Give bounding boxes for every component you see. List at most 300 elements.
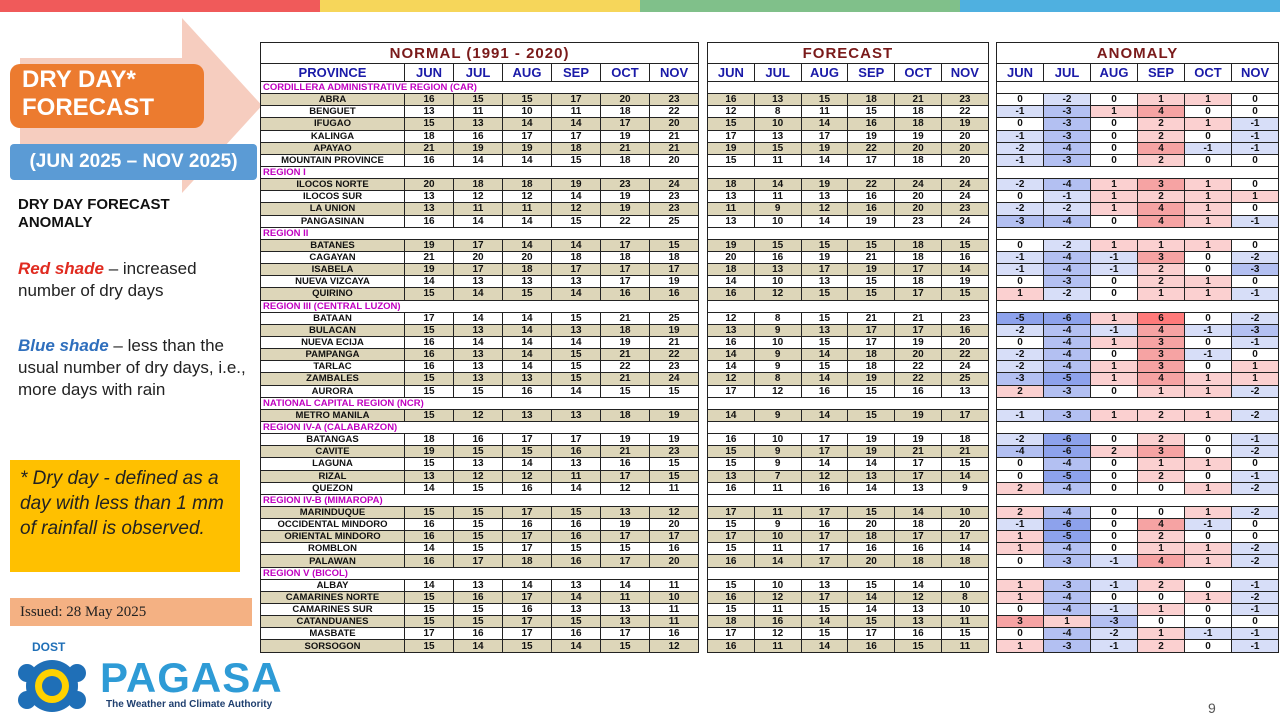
normal-value: 14 <box>405 482 454 494</box>
region-label: REGION III (CENTRAL LUZON) <box>261 300 699 312</box>
normal-value: 15 <box>454 385 503 397</box>
anomaly-value: -3 <box>997 215 1044 227</box>
forecast-month-header: JUN <box>708 64 755 82</box>
region-spacer <box>997 82 1279 94</box>
anomaly-value: 0 <box>1091 506 1138 518</box>
province-name: RIZAL <box>261 470 405 482</box>
anomaly-value: -4 <box>1044 506 1091 518</box>
anomaly-value: -2 <box>1232 312 1279 324</box>
anomaly-value: 0 <box>1091 276 1138 288</box>
forecast-value: 13 <box>941 385 988 397</box>
normal-value: 14 <box>552 482 601 494</box>
anomaly-value: 0 <box>997 118 1044 130</box>
normal-value: 16 <box>503 604 552 616</box>
normal-value: 16 <box>601 288 650 300</box>
anomaly-value: 1 <box>1185 506 1232 518</box>
province-name: OCCIDENTAL MINDORO <box>261 519 405 531</box>
forecast-value: 12 <box>801 203 848 215</box>
forecast-value: 17 <box>708 130 755 142</box>
forecast-value: 9 <box>754 361 801 373</box>
anomaly-month-header: JUN <box>997 64 1044 82</box>
legend-red-text: – increased number of dry days <box>18 259 197 300</box>
anomaly-value: 0 <box>1091 215 1138 227</box>
normal-value: 11 <box>650 616 699 628</box>
normal-value: 18 <box>503 179 552 191</box>
normal-value: 15 <box>405 385 454 397</box>
normal-value: 14 <box>405 276 454 288</box>
table-row <box>708 628 989 640</box>
forecast-value: 15 <box>708 458 755 470</box>
normal-value: 15 <box>650 458 699 470</box>
anomaly-value: 0 <box>1185 616 1232 628</box>
forecast-value: 15 <box>848 106 895 118</box>
normal-value: 21 <box>601 446 650 458</box>
forecast-value: 20 <box>941 336 988 348</box>
province-name: MASBATE <box>261 628 405 640</box>
anomaly-value: 4 <box>1138 555 1185 567</box>
normal-value: 19 <box>405 239 454 251</box>
normal-value: 20 <box>503 251 552 263</box>
anomaly-value: 1 <box>1232 361 1279 373</box>
forecast-value: 16 <box>895 543 942 555</box>
anomaly-value: 1 <box>1185 482 1232 494</box>
anomaly-value: 1 <box>1138 543 1185 555</box>
anomaly-value: -6 <box>1044 519 1091 531</box>
normal-value: 17 <box>601 118 650 130</box>
forecast-value: 19 <box>895 409 942 421</box>
forecast-value: 11 <box>801 106 848 118</box>
anomaly-value: 0 <box>1232 154 1279 166</box>
province-name: PANGASINAN <box>261 215 405 227</box>
anomaly-value: -1 <box>1232 628 1279 640</box>
anomaly-value: 0 <box>997 628 1044 640</box>
anomaly-value: -6 <box>1044 446 1091 458</box>
forecast-value: 9 <box>754 324 801 336</box>
normal-value: 16 <box>405 94 454 106</box>
anomaly-value: 1 <box>1138 458 1185 470</box>
anomaly-value: 1 <box>1091 361 1138 373</box>
forecast-value: 19 <box>895 130 942 142</box>
anomaly-value: 2 <box>1138 640 1185 652</box>
normal-value: 15 <box>503 446 552 458</box>
normal-value: 14 <box>503 458 552 470</box>
anomaly-value: 1 <box>1232 191 1279 203</box>
anomaly-value: 4 <box>1138 373 1185 385</box>
normal-value: 21 <box>601 373 650 385</box>
table-row <box>997 506 1279 518</box>
normal-value: 15 <box>405 506 454 518</box>
anomaly-value: -4 <box>1044 604 1091 616</box>
normal-value: 17 <box>601 239 650 251</box>
anomaly-value: -1 <box>997 264 1044 276</box>
forecast-value: 15 <box>708 543 755 555</box>
anomaly-value: -5 <box>1044 373 1091 385</box>
forecast-value: 13 <box>708 470 755 482</box>
table-row <box>708 215 989 227</box>
anomaly-value: 1 <box>997 531 1044 543</box>
normal-value: 17 <box>601 470 650 482</box>
forecast-value: 16 <box>848 203 895 215</box>
normal-value: 17 <box>454 555 503 567</box>
anomaly-value: 1 <box>1232 373 1279 385</box>
anomaly-value: 4 <box>1138 106 1185 118</box>
forecast-value: 15 <box>941 458 988 470</box>
normal-value: 15 <box>405 373 454 385</box>
anomaly-value: -1 <box>1091 264 1138 276</box>
anomaly-value: 0 <box>1232 458 1279 470</box>
normal-value: 17 <box>503 628 552 640</box>
anomaly-value: 0 <box>1138 616 1185 628</box>
forecast-value: 16 <box>895 628 942 640</box>
anomaly-month-header: OCT <box>1185 64 1232 82</box>
province-name: ILOCOS NORTE <box>261 179 405 191</box>
table-row <box>997 215 1279 227</box>
normal-value: 14 <box>503 154 552 166</box>
anomaly-value: 0 <box>997 470 1044 482</box>
forecast-value: 19 <box>848 215 895 227</box>
forecast-value: 14 <box>801 458 848 470</box>
anomaly-value: 1 <box>1138 94 1185 106</box>
anomaly-value: -1 <box>1232 434 1279 446</box>
forecast-value: 13 <box>848 470 895 482</box>
anomaly-value: -1 <box>1185 142 1232 154</box>
table-row <box>261 118 699 130</box>
table-row <box>261 470 699 482</box>
normal-value: 22 <box>601 361 650 373</box>
anomaly-value: -3 <box>1044 154 1091 166</box>
anomaly-value: 1 <box>1185 385 1232 397</box>
anomaly-value: 4 <box>1138 324 1185 336</box>
anomaly-value: -3 <box>1044 118 1091 130</box>
normal-value: 15 <box>454 94 503 106</box>
forecast-value: 18 <box>895 276 942 288</box>
province-name: APAYAO <box>261 142 405 154</box>
forecast-value: 22 <box>941 349 988 361</box>
forecast-value: 19 <box>941 118 988 130</box>
forecast-value: 18 <box>848 349 895 361</box>
normal-value: 11 <box>650 482 699 494</box>
normal-month-header: NOV <box>650 64 699 82</box>
normal-value: 15 <box>405 324 454 336</box>
anomaly-value: -1 <box>1232 130 1279 142</box>
table-row <box>261 361 699 373</box>
forecast-value: 24 <box>941 191 988 203</box>
forecast-value: 16 <box>708 94 755 106</box>
region-spacer <box>708 82 989 94</box>
anomaly-value: -4 <box>1044 482 1091 494</box>
normal-value: 11 <box>454 106 503 118</box>
forecast-value: 18 <box>941 434 988 446</box>
table-row <box>708 506 989 518</box>
region-spacer <box>997 567 1279 579</box>
table-row <box>261 628 699 640</box>
normal-value: 14 <box>503 336 552 348</box>
normal-value: 15 <box>552 506 601 518</box>
anomaly-value: -4 <box>1044 458 1091 470</box>
forecast-value: 15 <box>848 239 895 251</box>
normal-value: 16 <box>650 288 699 300</box>
anomaly-value: 2 <box>1091 446 1138 458</box>
normal-value: 17 <box>454 239 503 251</box>
table-row <box>708 324 989 336</box>
forecast-value: 14 <box>754 179 801 191</box>
normal-value: 14 <box>552 191 601 203</box>
anomaly-value: -2 <box>1044 94 1091 106</box>
normal-value: 20 <box>650 555 699 567</box>
province-name: BATANES <box>261 239 405 251</box>
normal-value: 15 <box>405 409 454 421</box>
normal-value: 17 <box>552 264 601 276</box>
table-row <box>708 130 989 142</box>
anomaly-value: -1 <box>1232 288 1279 300</box>
anomaly-value: 1 <box>1185 215 1232 227</box>
anomaly-subtitle: DRY DAY FORECAST ANOMALY <box>18 196 170 231</box>
normal-value: 15 <box>552 312 601 324</box>
region-spacer <box>708 494 989 506</box>
table-row <box>708 106 989 118</box>
forecast-value: 25 <box>941 373 988 385</box>
normal-value: 11 <box>552 470 601 482</box>
normal-value: 17 <box>503 130 552 142</box>
forecast-value: 17 <box>895 531 942 543</box>
normal-value: 14 <box>454 154 503 166</box>
table-row <box>997 276 1279 288</box>
normal-value: 13 <box>552 409 601 421</box>
normal-value: 15 <box>405 458 454 470</box>
forecast-value: 19 <box>848 264 895 276</box>
anomaly-value: 1 <box>1185 288 1232 300</box>
forecast-value: 14 <box>941 543 988 555</box>
pagasa-name: PAGASA <box>100 654 283 701</box>
anomaly-value: 0 <box>1232 203 1279 215</box>
anomaly-value: 1 <box>1185 373 1232 385</box>
forecast-value: 12 <box>801 470 848 482</box>
anomaly-value: -6 <box>1044 312 1091 324</box>
table-row <box>997 324 1279 336</box>
forecast-value: 16 <box>708 555 755 567</box>
normal-month-header: SEP <box>552 64 601 82</box>
anomaly-value: -2 <box>1232 482 1279 494</box>
forecast-value: 16 <box>848 118 895 130</box>
region-label: CORDILLERA ADMINISTRATIVE REGION (CAR) <box>261 82 699 94</box>
forecast-value: 16 <box>708 482 755 494</box>
forecast-value: 16 <box>708 640 755 652</box>
anomaly-month-header: SEP <box>1138 64 1185 82</box>
anomaly-value: -2 <box>997 142 1044 154</box>
normal-value: 21 <box>650 130 699 142</box>
normal-value: 13 <box>503 409 552 421</box>
forecast-value: 11 <box>941 640 988 652</box>
forecast-value: 8 <box>754 373 801 385</box>
region-label: REGION IV-B (MIMAROPA) <box>261 494 699 506</box>
anomaly-value: 1 <box>1185 191 1232 203</box>
normal-value: 17 <box>405 628 454 640</box>
normal-value: 21 <box>601 312 650 324</box>
anomaly-value: -4 <box>1044 336 1091 348</box>
forecast-value: 15 <box>801 288 848 300</box>
normal-value: 22 <box>650 106 699 118</box>
anomaly-value: -3 <box>997 373 1044 385</box>
forecast-value: 12 <box>754 591 801 603</box>
table-row <box>708 591 989 603</box>
anomaly-value: -1 <box>997 519 1044 531</box>
normal-value: 21 <box>650 142 699 154</box>
anomaly-value: 0 <box>1091 142 1138 154</box>
region-spacer <box>708 567 989 579</box>
anomaly-value: -2 <box>997 361 1044 373</box>
anomaly-value: 1 <box>1138 628 1185 640</box>
normal-month-header: JUN <box>405 64 454 82</box>
forecast-value: 14 <box>941 470 988 482</box>
table-row <box>261 203 699 215</box>
normal-value: 18 <box>454 179 503 191</box>
normal-value: 22 <box>650 349 699 361</box>
forecast-value: 12 <box>754 628 801 640</box>
anomaly-value: 3 <box>1138 446 1185 458</box>
forecast-value: 24 <box>941 215 988 227</box>
top-bar-segment <box>320 0 640 12</box>
table-row <box>708 604 989 616</box>
forecast-value: 13 <box>754 130 801 142</box>
forecast-value: 21 <box>895 312 942 324</box>
normal-value: 22 <box>601 215 650 227</box>
anomaly-value: 1 <box>1185 409 1232 421</box>
anomaly-value: 1 <box>1185 276 1232 288</box>
table-row <box>261 385 699 397</box>
table-row <box>261 264 699 276</box>
forecast-value: 21 <box>848 312 895 324</box>
forecast-value: 15 <box>941 239 988 251</box>
normal-value: 16 <box>552 555 601 567</box>
forecast-value: 17 <box>941 531 988 543</box>
normal-value: 16 <box>454 591 503 603</box>
forecast-value: 20 <box>941 130 988 142</box>
province-name: PAMPANGA <box>261 349 405 361</box>
forecast-value: 14 <box>941 264 988 276</box>
anomaly-value: 2 <box>1138 264 1185 276</box>
forecast-value: 17 <box>801 531 848 543</box>
normal-value: 17 <box>503 506 552 518</box>
normal-value: 12 <box>503 470 552 482</box>
forecast-value: 16 <box>754 251 801 263</box>
normal-value: 17 <box>650 531 699 543</box>
forecast-value: 11 <box>754 191 801 203</box>
forecast-value: 13 <box>801 579 848 591</box>
anomaly-value: -1 <box>1091 579 1138 591</box>
normal-value: 15 <box>650 470 699 482</box>
anomaly-value: -1 <box>1232 604 1279 616</box>
table-row <box>997 579 1279 591</box>
table-row <box>708 94 989 106</box>
anomaly-value: 1 <box>1138 385 1185 397</box>
anomaly-value: -4 <box>1044 543 1091 555</box>
normal-value: 14 <box>454 312 503 324</box>
region-spacer <box>997 300 1279 312</box>
table-row <box>708 579 989 591</box>
region-label: REGION V (BICOL) <box>261 567 699 579</box>
normal-value: 20 <box>601 94 650 106</box>
normal-value: 14 <box>552 288 601 300</box>
anomaly-value: -1 <box>1091 604 1138 616</box>
anomaly-value: -1 <box>1185 519 1232 531</box>
anomaly-value: -4 <box>1044 142 1091 154</box>
table-row <box>708 142 989 154</box>
anomaly-value: 3 <box>1138 349 1185 361</box>
province-name: MARINDUQUE <box>261 506 405 518</box>
forecast-value: 11 <box>754 154 801 166</box>
normal-value: 12 <box>601 482 650 494</box>
forecast-value: 14 <box>708 349 755 361</box>
table-row <box>997 361 1279 373</box>
normal-value: 15 <box>650 239 699 251</box>
anomaly-value: 3 <box>1138 336 1185 348</box>
anomaly-table <box>996 42 1279 653</box>
forecast-value: 18 <box>895 251 942 263</box>
forecast-value: 17 <box>801 446 848 458</box>
forecast-value: 22 <box>848 179 895 191</box>
forecast-value: 14 <box>801 154 848 166</box>
table-row <box>261 179 699 191</box>
normal-value: 13 <box>601 506 650 518</box>
forecast-value: 12 <box>754 385 801 397</box>
normal-value: 16 <box>503 385 552 397</box>
normal-value: 13 <box>552 276 601 288</box>
normal-value: 19 <box>405 446 454 458</box>
table-row <box>261 519 699 531</box>
anomaly-value: 0 <box>1138 482 1185 494</box>
anomaly-value: -2 <box>997 349 1044 361</box>
anomaly-value: 1 <box>1091 191 1138 203</box>
anomaly-value: -3 <box>1044 130 1091 142</box>
forecast-value: 20 <box>895 142 942 154</box>
table-row <box>261 555 699 567</box>
normal-value: 19 <box>601 203 650 215</box>
normal-value: 14 <box>503 579 552 591</box>
anomaly-value: -1 <box>1091 251 1138 263</box>
anomaly-value: 1 <box>1138 604 1185 616</box>
anomaly-month-header: NOV <box>1232 64 1279 82</box>
forecast-value: 12 <box>708 312 755 324</box>
province-name: NUEVA VIZCAYA <box>261 276 405 288</box>
table-row <box>261 482 699 494</box>
forecast-value: 18 <box>848 361 895 373</box>
anomaly-value: -1 <box>1232 142 1279 154</box>
table-row <box>997 251 1279 263</box>
forecast-value: 11 <box>941 616 988 628</box>
forecast-value: 14 <box>895 506 942 518</box>
forecast-value: 14 <box>754 555 801 567</box>
anomaly-value: -4 <box>1044 251 1091 263</box>
issued-date: Issued: 28 May 2025 <box>10 598 252 626</box>
normal-value: 11 <box>552 106 601 118</box>
table-row <box>997 458 1279 470</box>
province-name: ILOCOS SUR <box>261 191 405 203</box>
forecast-value: 9 <box>754 349 801 361</box>
normal-value: 15 <box>650 385 699 397</box>
anomaly-value: 0 <box>997 276 1044 288</box>
forecast-value: 17 <box>895 470 942 482</box>
normal-value: 13 <box>405 203 454 215</box>
anomaly-value: 2 <box>997 385 1044 397</box>
normal-header: NORMAL (1991 - 2020) <box>261 43 699 64</box>
pagasa-tagline: The Weather and Climate Authority <box>106 699 273 710</box>
forecast-value: 19 <box>848 434 895 446</box>
anomaly-value: 2 <box>1138 118 1185 130</box>
normal-value: 23 <box>650 203 699 215</box>
forecast-value: 14 <box>708 361 755 373</box>
anomaly-value: 0 <box>1091 154 1138 166</box>
forecast-value: 7 <box>754 470 801 482</box>
